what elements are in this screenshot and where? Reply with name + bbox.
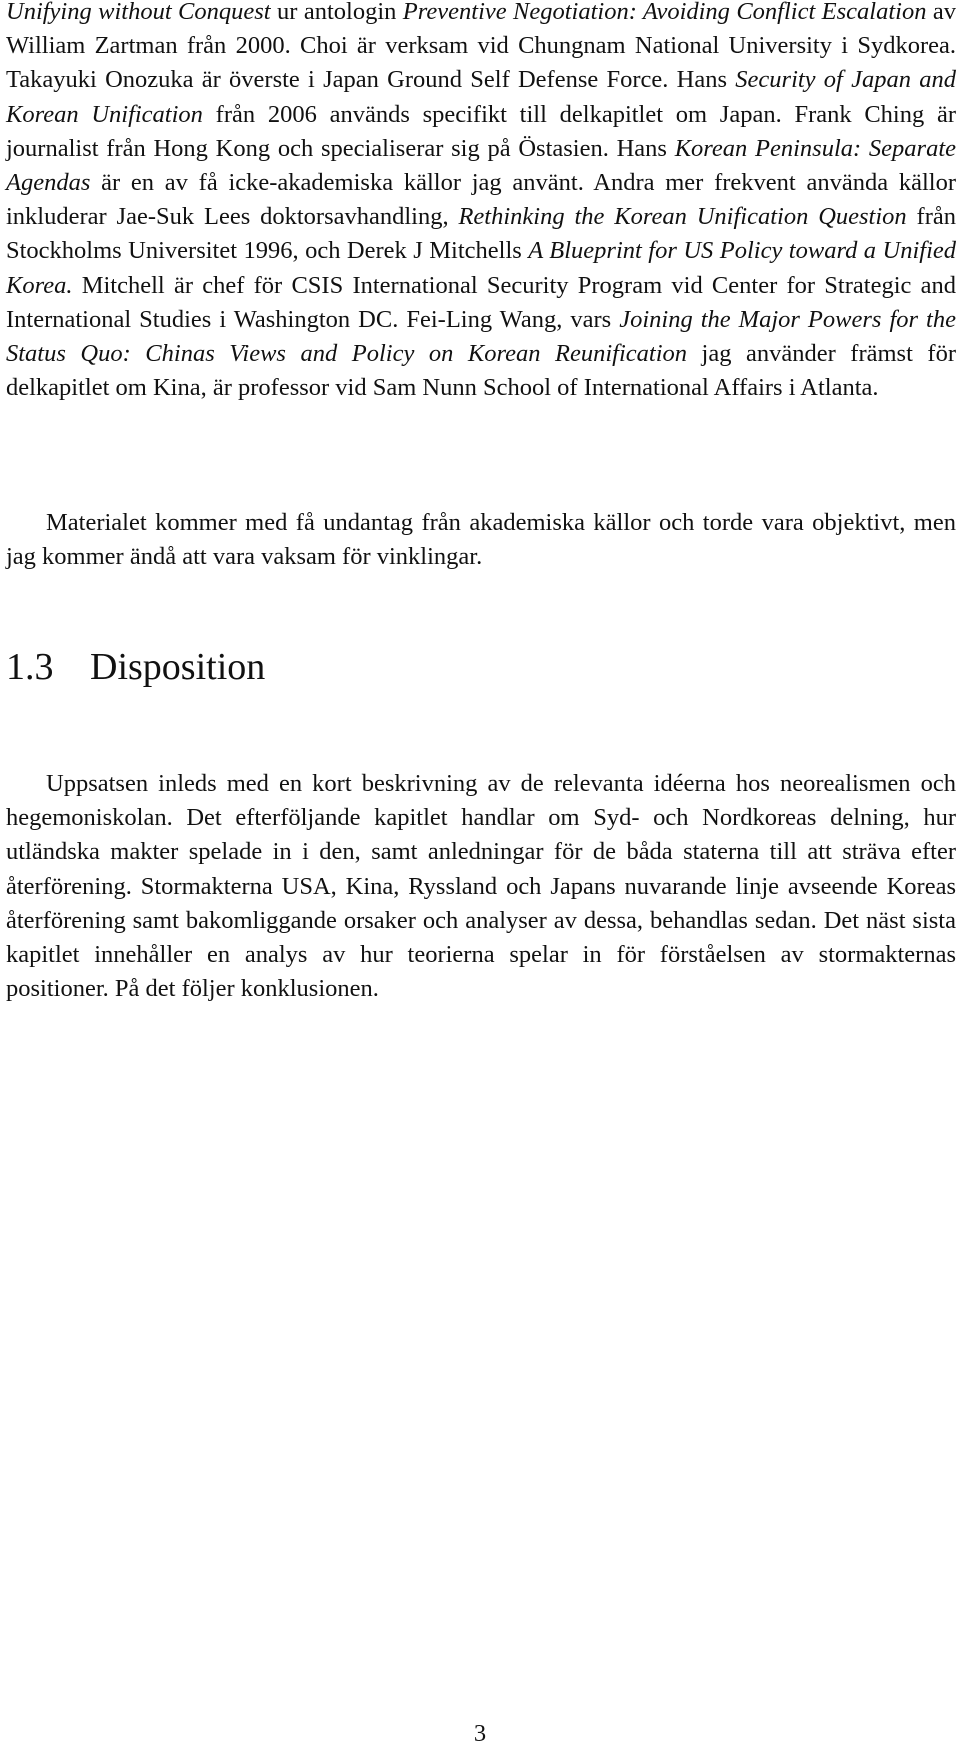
body-text: ur antologin: [270, 0, 403, 25]
paragraph-sources: [6, 0, 956, 405]
book-title: Unifying without Conquest: [6, 0, 271, 25]
book-title: Rethinking the Korean Unification Question: [458, 203, 907, 231]
book-title: Joining the Major Powers for the Status Quo: Chinas Views and Policy on Korean Reunification: [6, 305, 956, 368]
section-heading: [6, 644, 265, 690]
body-text: är en av få icke-akademiska källor jag använt. Andra mer frekvent använda källor inkluderar Jae-Suk Lees doktorsavhandling,: [6, 169, 956, 231]
book-title: Security of Japan and Korean Unification: [6, 66, 957, 128]
paragraph-objectivity: Materialet kommer med få undantag från akademiska källor och torde vara objektivt, men jag kommer ändå att vara vaksam för vinklingar.: [6, 509, 956, 571]
book-title: A Blueprint for US Policy toward a Unified Korea.: [6, 237, 956, 299]
page-number: 3: [473, 1720, 487, 1747]
section-number: 1.3: [6, 646, 54, 688]
book-title: Preventive Negotiation: Avoiding Conflict Escalation: [402, 0, 927, 25]
body-text: jag använder främst för delkapitlet om Kina, är professor vid Sam Nunn School of International Affairs i Atlanta.: [6, 340, 956, 402]
body-text: från Stockholms Universitet 1996, och Derek J Mitchells: [6, 203, 956, 265]
body-text: Mitchell är chef för CSIS International Security Program vid Center for Strategic and International Studies i Washington DC. Fei-Ling Wang, vars: [6, 271, 956, 333]
section-title: Disposition: [90, 646, 266, 688]
body-text: från 2006 används specifikt till delkapitlet om Japan. Frank Ching är journalist från Hong Kong och specialiserar sig på Östasien. Hans: [6, 100, 956, 162]
body-text: av William Zartman från 2000. Choi är verksam vid Chungnam National University i Sydkorea. Takayuki Onozuka är överste i Japan Ground Self Defense Force. Hans: [6, 0, 957, 94]
book-title: Korean Peninsula: Separate Agendas: [6, 134, 957, 197]
paragraph-disposition: Uppsatsen inleds med en kort beskrivning av de relevanta idéerna hos neorealismen och hegemoniskolan. Det efterföljande kapitlet handlar om Syd- och Nordkoreas delning, hur utländska makter spelade in i den, samt anledningar för de båda staterna till att sträva efter återförening. Stormakterna USA, Kina, Ryssland och Japans nuvarande linje avseende Koreas återförening samt bakomliggande orsaker och analyser av dessa, behandlas sedan. Det näst sista kapitlet innehåller en analys av hur teorierna spelar in för förståelsen av stormakternas positioner. På det följer konklusionen.: [6, 770, 956, 1003]
